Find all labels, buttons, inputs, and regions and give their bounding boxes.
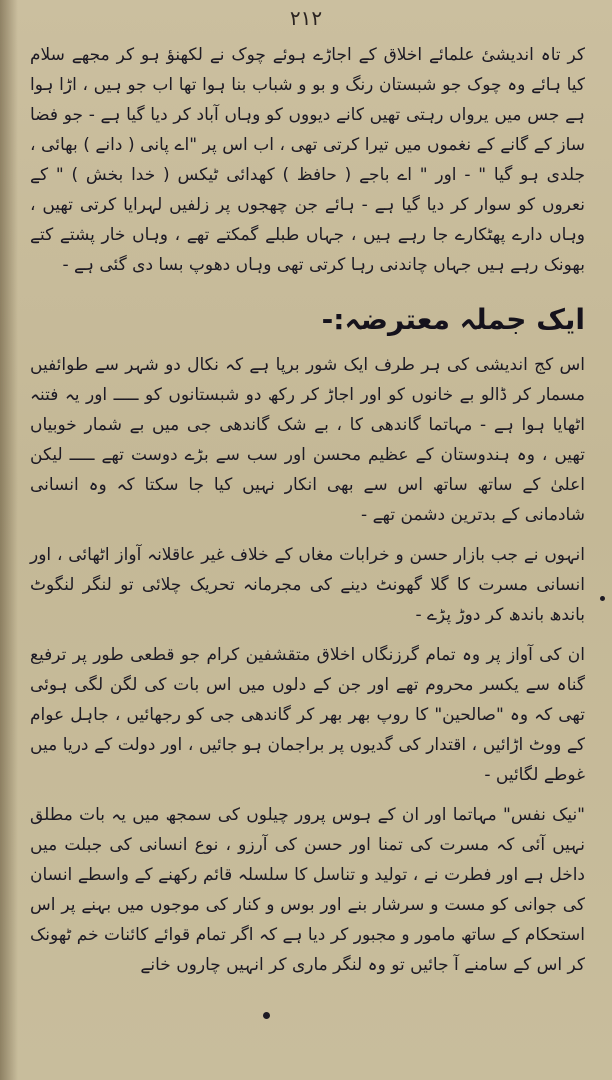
- page-text: [30, 40, 585, 990]
- section-heading: ایک جملہ معترضہ:-: [321, 303, 585, 336]
- ink-dot: [263, 1012, 270, 1019]
- paragraph-3: انہوں نے جب بازار حسن و خرابات مغاں کے خلاف غیر عاقلانہ آواز اٹھائی ، اور انسانی مسرت کا گلا گھونٹ دینے کی مجرمانہ تحریک چلائی تو لنگر لنگوٹ باندھ باندھ کر دوڑ پڑے -: [30, 545, 585, 625]
- paragraph-5: "نیک نفس" مہاتما اور ان کے ہوس پرور چیلوں کی سمجھ میں یہ بات مطلق نہیں آئی کہ مسرت کی تمنا اور حسن کی آرزو ، نوع انسانی کی جبلت میں داخل ہے اور فطرت نے ، تولید و تناسل کا سلسلہ قائم رکھنے کے واسطے انسان کی جوانی کو مست و سرشار بنے اور بوس و کنار کی موجوں میں بہنے پر اس استحکام کے ساتھ مامور و مجبور کر دیا ہے کہ اگر تمام قوائے کائنات خم ٹھونک کر اس کے سامنے آ جائیں تو وہ لنگر ماری کر انہیں چاروں خانے: [30, 805, 585, 975]
- page-number: ۲۱۲: [289, 6, 323, 30]
- paragraph-1: کر تاہ اندیشیٔ علمائے اخلاق کے اجاڑے ہوئے چوک نے لکھنؤ ہو کر مجھے سلام کیا ہائے وہ چوک جو شبستان رنگ و بو و شباب بنا ہوا تھا اب جو ہیں ، اڑا ہوا ہے جس میں یرواں رہتی تھیں کانے دیووں کو وہاں آباد کر دیا گیا ہے - جو فضا ساز کے گانے کے نغموں میں تیرا کرتی تھی ، اب اس پر "اے پانی ( دانے ) بھائی ، جلدی ہو گیا " - اور " اے باجے ( حافظ ) کھدائی ٹیکس ( خدا بخش ) " کے نعروں کو سوار کر دیا گیا ہے - ہائے جن چھجوں پر زلفیں لہرایا کرتی تھیں ، وہاں دارے پھٹکارے جا رہے ہیں ، جہاں طبلے گمکتے تھے ، وہاں خار پشتے کتے بھونک رہے ہیں جہاں چاندنی رہا کرتی تھی وہاں دھوپ بسا دی گئی ہے -: [30, 45, 585, 275]
- ink-dot: [600, 596, 605, 601]
- paragraph-2: اس کج اندیشی کی ہر طرف ایک شور برپا ہے کہ نکال دو شہر سے طوائفیں مسمار کر ڈالو بے خانوں کو اور اجاڑ کر رکھ دو شبستانوں کو ـــــ اور یہ فتنہ اٹھایا ہوا ہے - مہاتما گاندھی کا ، بے شک گاندھی جی میں بے شمار خوبیاں تھیں ، وہ ہندوستان کے عظیم محسن اور سب سے بڑے دوست تھے ـــــ لیکن اعلیٰ کے ساتھ ساتھ اس سے بھی انکار نہیں کیا جا سکتا کہ وہ انسانی شادمانی کے بدترین دشمن تھے -: [30, 355, 585, 525]
- page-edge-shadow: [0, 0, 18, 1080]
- paragraph-4: ان کی آواز پر وہ تمام گرزنگاں اخلاق متقشفین کرام جو قطعی طور پر ترفیع گناہ سے یکسر محروم تھے اور جن کے دلوں میں اس بات کی لگن لگی ہوئی تھی کہ وہ "صالحین" کا روپ بھر بھر کر گاندھی جی کو رجھائیں ، جاہل عوام کے ووٹ اڑائیں ، اقتدار کی گدیوں پر براجمان ہو جائیں ، اور دولت کے دریا میں غوطے لگائیں -: [30, 645, 585, 785]
